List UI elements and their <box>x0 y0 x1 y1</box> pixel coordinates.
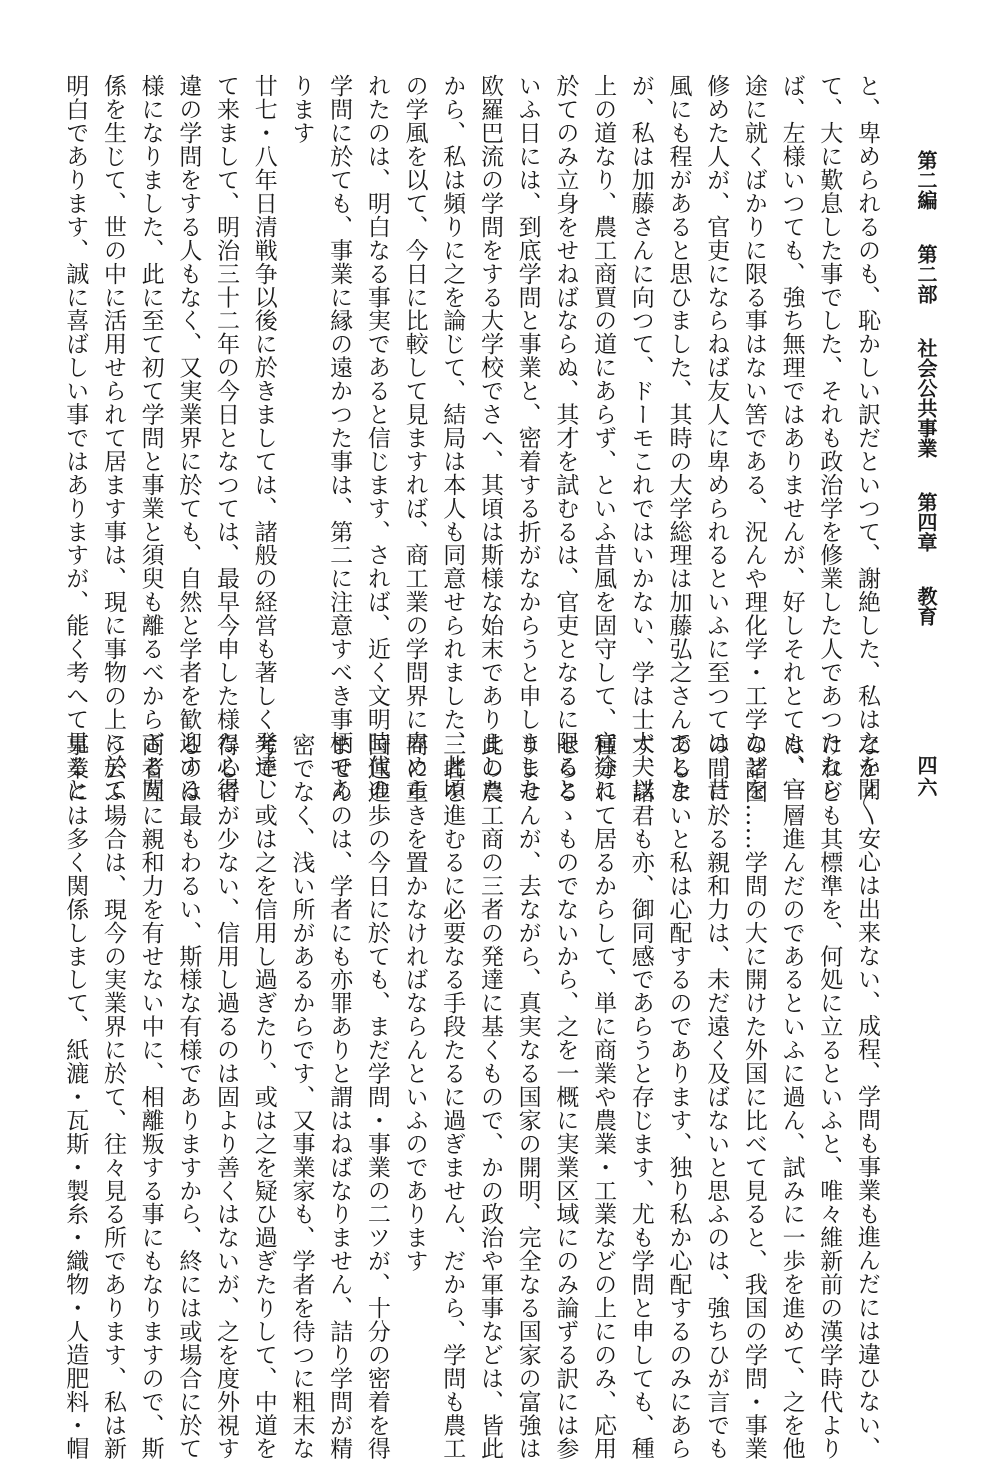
text-block-top <box>56 74 885 801</box>
text-column: 様になりました、此に至て初て学問と事業と須臾も離るべからざる関 <box>137 74 164 801</box>
text-column: 事業には多く関係しまして、紙漉・瓦斯・製糸・織物・人造肥料・帽 <box>62 733 89 1460</box>
text-column: が、私は加藤さんに向つて、ドーモこれではいかない、学は士大夫以 <box>627 74 654 801</box>
header-section: 第二部 <box>914 243 938 304</box>
text-column: ず、諸君も亦、御同感であらうと存じます、尤も学問と申しても、種 <box>627 733 654 1460</box>
text-column: 廿七・八年日清戦争以後に於きましては、諸般の経営も著しく発達し <box>250 74 277 801</box>
text-column: から、私は頻りに之を論じて、結局は本人も同意せられました、此頃 <box>439 74 466 801</box>
text-column: 三者を進むるに必要なる手段たるに過ぎません、だから、学問も農工 <box>439 733 466 1460</box>
text-column: 違の学問をする人もなく、又実業界に於ても、自然と学者を歓迎する <box>175 74 202 801</box>
page-number: 四六 <box>914 755 938 799</box>
running-header <box>916 150 936 626</box>
text-column: れたのは、明白なる事実であると信じます、されば、近く文明時代の <box>363 74 390 801</box>
header-book-part: 第二編 <box>914 150 938 210</box>
text-column: う云ふ場合は、現今の実業界に於て、往々見る所であります、私は新 <box>99 733 126 1460</box>
text-column: るのは最もわるい、斯様な有様でありますから、終には或場合に於て <box>175 733 202 1460</box>
text-column: は、一層進んだのであるといふに過ん、試みに一歩を進めて、之を他 <box>778 733 805 1460</box>
text-column: の諸国……学問の大に開けた外国に比べて見ると、我国の学問・事業 <box>740 733 767 1460</box>
text-column: なか〳〵安心は出来ない、成程、学問も事業も進んだには違ひない、 <box>854 733 880 1460</box>
text-column: ります <box>288 74 315 145</box>
text-column: けれども其標準を、何処に立るといふと、唯々維新前の漢学時代より <box>816 733 843 1460</box>
text-column: いふ日には、到底学問と事業と、密着する折がなからうと申しました <box>514 74 541 801</box>
text-column: 係を生じて、世の中に活用せられて居ます事は、現に事物の上に於て <box>99 74 126 801</box>
text-column: て、大に歎息した事でした、それも政治学を修業した人であつたなら <box>816 74 843 801</box>
text-column: て来まして、明治三十二年の今日となつては、最早今申した様な心得 <box>213 74 240 801</box>
text-column: 考で、或は之を信用し過ぎたり、或は之を疑ひ過ぎたりして、中道を <box>250 733 277 1460</box>
text-column: 欧羅巴流の学問をする大学校でさへ、其頃は斯様な始末でありました <box>476 74 503 801</box>
text-column: 両者互に親和力を有せない中に、相離叛する事にもなりますので、斯 <box>137 733 164 1460</box>
text-column: 途に就くばかりに限る事はない筈である、況んや理化学・工学などを <box>740 74 767 801</box>
text-column: ば、左様いつても、強ち無理ではありませんが、好しそれとても、官 <box>778 74 805 801</box>
text-column: 修めた人が、官吏にならねば友人に卑められるといふに至つては、昔 <box>703 74 730 801</box>
text-column: 於てのみ立身をせねばならぬ、其才を試むるは、官吏となるに限ると <box>552 74 579 801</box>
text-column: あるまいと私は心配するのであります、独り私か心配するのみにあら <box>665 733 692 1460</box>
text-column: 種分れて居るからして、単に商業や農業・工業などの上にのみ、応用 <box>590 733 617 1460</box>
text-column: りませんが、去ながら、真実なる国家の開明、完全なる国家の富強は <box>514 733 541 1460</box>
header-chapter-title: 教育 <box>914 585 938 626</box>
text-column: 上の道なり、農工商賈の道にあらず、といふ昔風を固守して、官途に <box>590 74 617 801</box>
text-column: 明白であります、誠に喜ばしい事ではありますが、能く考へて見ると <box>62 74 89 801</box>
header-chapter: 第四章 <box>914 491 938 552</box>
text-column: 国運進歩の今日に於ても、まだ学問・事業の二ツが、十分の密着を得 <box>363 733 390 1460</box>
header-topic: 社会公共事業 <box>914 337 938 458</box>
text-column: 密でなく、浅い所があるからです、又事業家も、学者を待つに粗末な <box>288 733 315 1460</box>
text-column: 風にも程があると思ひました、其時の大学総理は加藤弘之さんでした <box>665 74 692 801</box>
text-column: と、卑められるのも、恥かしい訳だといつて、謝絶した、私は之を聞 <box>854 74 880 801</box>
text-block-bottom <box>56 733 885 1460</box>
text-column: せらるゝものでないから、之を一概に実業区域にのみ論ずる訳には参 <box>552 733 579 1460</box>
text-column: 此の農工商の三者の発達に基くもので、かの政治や軍事などは、皆此 <box>476 733 503 1460</box>
text-column: の間に於る親和力は、未だ遠く及ばないと思ふのは、強ちひが言でも <box>703 733 730 1460</box>
text-column: の学風を以て、今日に比較して見ますれば、商工業の学問界に卑めら <box>401 74 428 801</box>
text-column: 商に重きを置かなければならんといふのであります <box>401 733 428 1273</box>
text-column: ませんのは、学者にも亦罪ありと謂はねばなりません、詰り学問が精 <box>326 733 353 1460</box>
text-column: 得る者が少ない、信用し過るのは固より善くはないが、之を度外視す <box>213 733 240 1460</box>
text-column: 学問に於ても、事業に縁の遠かつた事は、第二に注意すべき事柄であ <box>326 74 353 801</box>
